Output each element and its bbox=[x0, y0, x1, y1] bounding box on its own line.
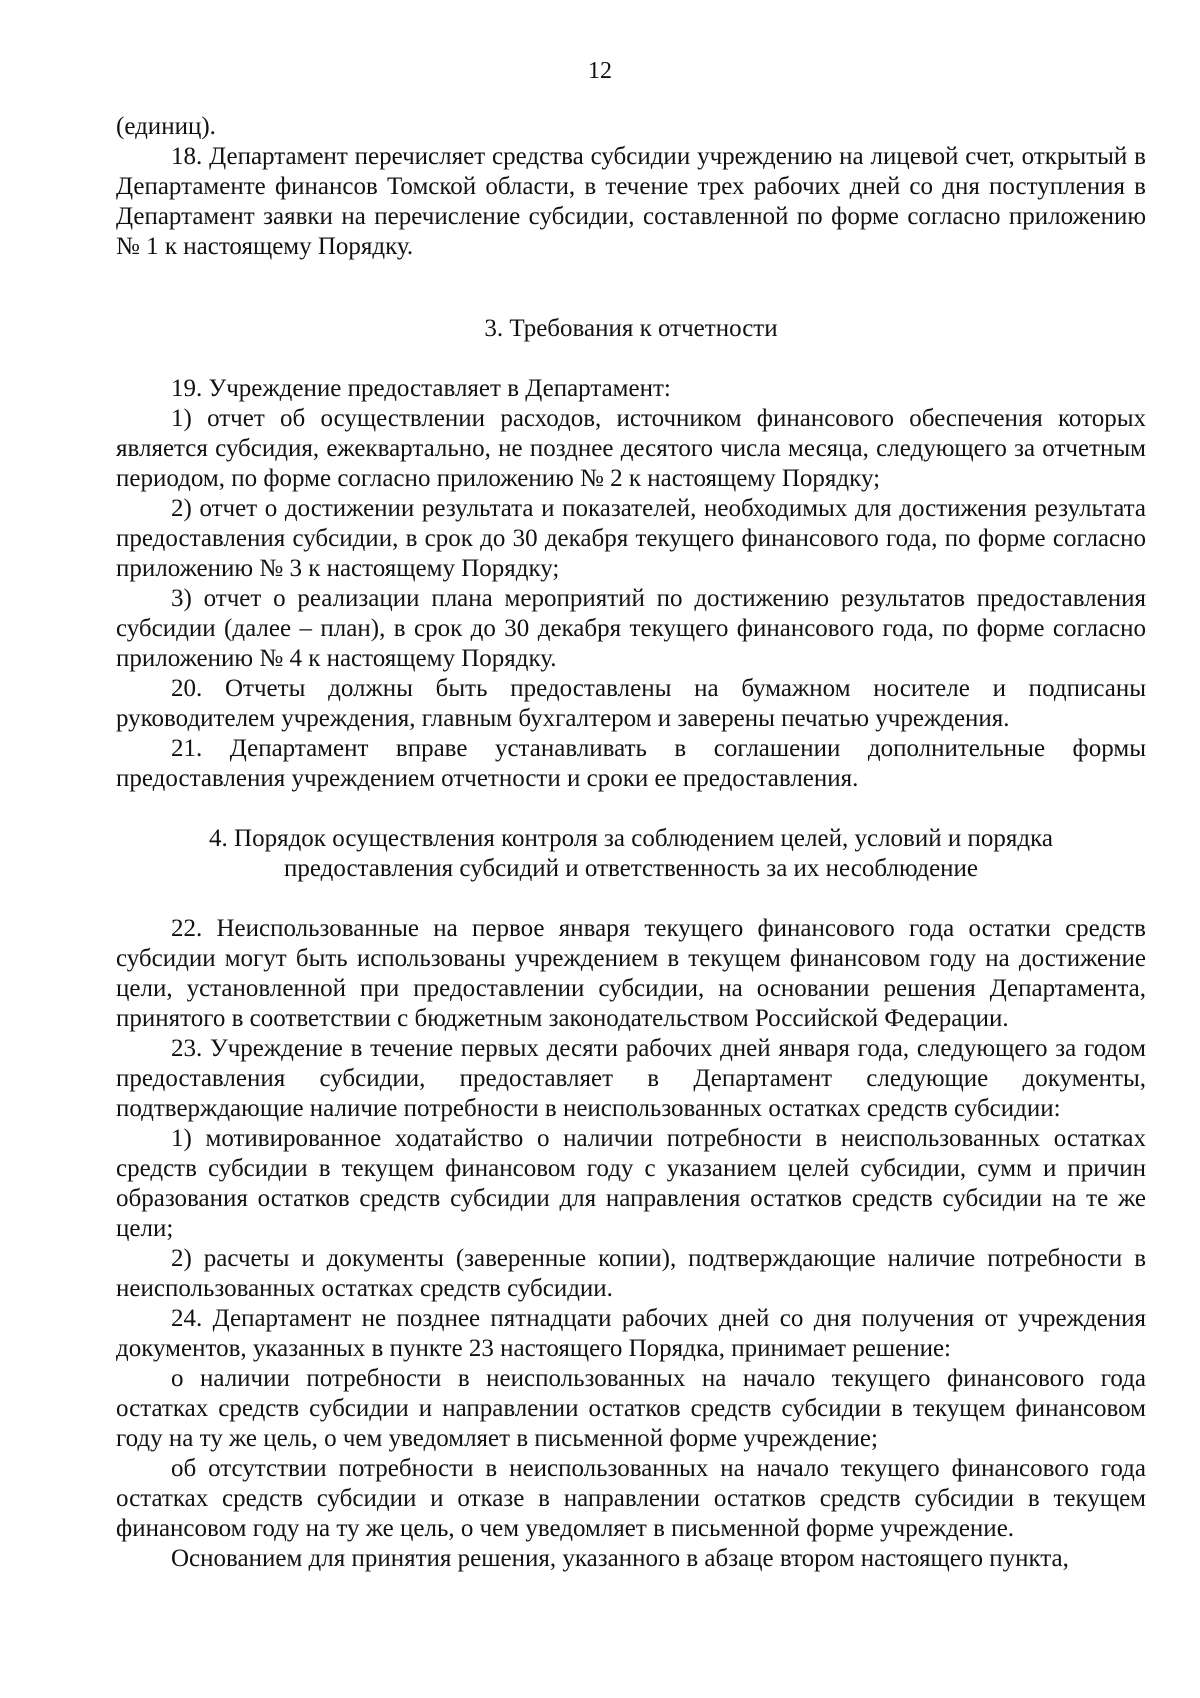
page-number: 12 bbox=[588, 58, 612, 84]
spacer bbox=[116, 884, 1146, 914]
paragraph-18: 18. Департамент перечисляет средства субсидии учреждению на лицевой счет, открытый в Департаменте финансов Томской области, в течение трех рабочих дней со дня поступления в Департамент заявки на перечисление субсидии, составленной по форме согласно приложению № 1 к настоящему Порядку. bbox=[116, 143, 1146, 260]
section-3-heading: 3. Требования к отчетности bbox=[484, 315, 778, 342]
paragraph-19-item-1: 1) отчет об осуществлении расходов, источником финансового обеспечения которых является субсидия, ежеквартально, не позднее десятого числа месяца, следующего за отчетным периодом, по форме согласно приложению № 2 к настоящему Порядку; bbox=[116, 405, 1146, 492]
paragraph-24-option-b: об отсутствии потребности в неиспользованных на начало текущего финансового года остатках средств субсидии и отказе в направлении остатков средств субсидии в текущем финансовом году на ту же цель, о чем уведомляет в письменной форме учреждение. bbox=[116, 1455, 1146, 1542]
document-body bbox=[116, 112, 1146, 1574]
paragraph-21: 21. Департамент вправе устанавливать в соглашении дополнительные формы предоставления учреждением отчетности и сроки ее предоставления. bbox=[116, 735, 1146, 792]
section-4-heading-line-1: 4. Порядок осуществления контроля за соблюдением целей, условий и порядка bbox=[209, 825, 1053, 852]
paragraph-22: 22. Неиспользованные на первое января текущего финансового года остатки средств субсидии могут быть использованы учреждением в текущем финансовом году на достижение цели, установленной при предоставлении субсидии, на основании решения Департамента, принятого в соответствии с бюджетным законодательством Российской Федерации. bbox=[116, 915, 1146, 1032]
spacer bbox=[116, 262, 1146, 314]
paragraph-23-item-2: 2) расчеты и документы (заверенные копии), подтверждающие наличие потребности в неиспользованных остатках средств субсидии. bbox=[116, 1245, 1146, 1302]
paragraph-19: 19. Учреждение предоставляет в Департамент: bbox=[171, 375, 671, 402]
paragraph-24-basis: Основанием для принятия решения, указанного в абзаце втором настоящего пункта, bbox=[171, 1545, 1069, 1572]
spacer bbox=[116, 344, 1146, 374]
paragraph-24: 24. Департамент не позднее пятнадцати рабочих дней со дня получения от учреждения документов, указанных в пункте 23 настоящего Порядка, принимает решение: bbox=[116, 1305, 1146, 1362]
paragraph-continuation: (единиц). bbox=[116, 113, 216, 140]
section-4-heading-line-2: предоставления субсидий и ответственность за их несоблюдение bbox=[283, 855, 979, 882]
paragraph-20: 20. Отчеты должны быть предоставлены на бумажном носителе и подписаны руководителем учреждения, главным бухгалтером и заверены печатью учреждения. bbox=[116, 675, 1146, 732]
paragraph-24-option-a: о наличии потребности в неиспользованных на начало текущего финансового года остатках средств субсидии и направлении остатков средств субсидии в текущем финансовом году на ту же цель, о чем уведомляет в письменной форме учреждение; bbox=[116, 1365, 1146, 1452]
spacer bbox=[116, 794, 1146, 824]
paragraph-23-item-1: 1) мотивированное ходатайство о наличии потребности в неиспользованных остатках средств субсидии в текущем финансовом году с указанием целей субсидии, сумм и причин образования остатков средств субсидии для направления остатков средств субсидии на те же цели; bbox=[116, 1125, 1146, 1242]
paragraph-19-item-3: 3) отчет о реализации плана мероприятий по достижению результатов предоставления субсидии (далее – план), в срок до 30 декабря текущего финансового года, по форме согласно приложению № 4 к настоящему Порядку. bbox=[116, 585, 1146, 672]
paragraph-19-item-2: 2) отчет о достижении результата и показателей, необходимых для достижения результата предоставления субсидии, в срок до 30 декабря текущего финансового года, по форме согласно приложению № 3 к настоящему Порядку; bbox=[116, 495, 1146, 582]
paragraph-23: 23. Учреждение в течение первых десяти рабочих дней января года, следующего за годом предоставления субсидии, предоставляет в Департамент следующие документы, подтверждающие наличие потребности в неиспользованных остатках средств субсидии: bbox=[116, 1035, 1146, 1122]
